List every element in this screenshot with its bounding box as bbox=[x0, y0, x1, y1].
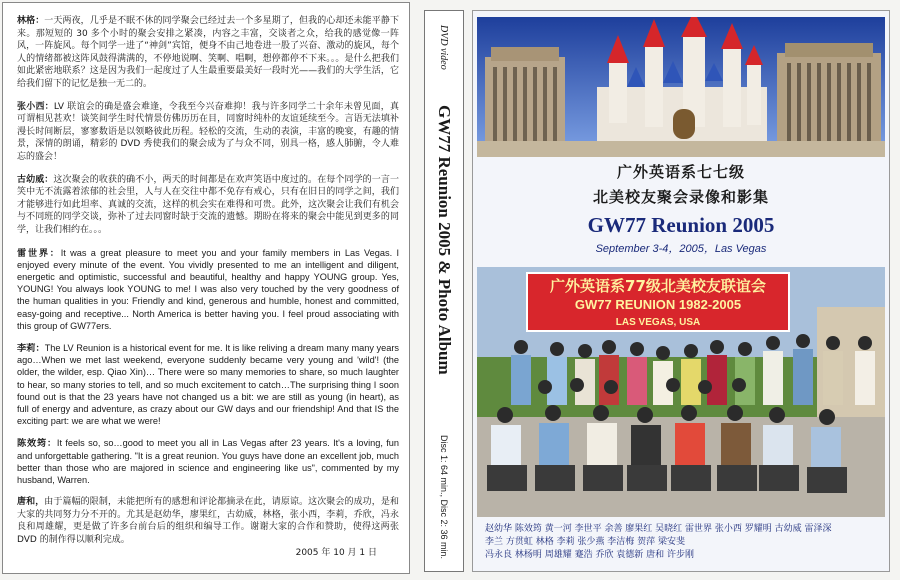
event-date-location: September 3-4，2005，Las Vegas bbox=[595, 243, 767, 255]
testimonial-chen-xiaojun: 陈效筠：It feels so, so…good to meet you all in Las Vegas after 23 years. It's a loving, fun and unforgettable gathering. "It is a great reunion. You guys have done an excellent job, much better than those who are majored in science and engineering like us", commented by my husband, Warren. bbox=[17, 438, 399, 485]
front-cover bbox=[472, 10, 890, 572]
names-line: 冯永良 林杨明 周雄耀 蹇浩 乔欣 袁德新 唐和 许步刚 bbox=[485, 550, 695, 560]
testimonial-zhang-xiaoxi: 张小西：LV 联谊会的确是盛会难逢，令我至今兴奋难抑！我与许多同学二十余年未曾见面，真可谓相见甚欢！谈笑间学生时代情景仿佛历历在目，同窗时纯朴的友谊延续至今。言语无法填补漫长时间断层，寥寥数语是以领略彼此历程。轻松的交流，生动的表演，丰富的晚宴，有趣的情景，深情的朗诵，精彩的 DVD 秀使我们的聚会成为了与众不同，别具一格，感人肺腑，令人难忘的盛会！ bbox=[17, 101, 399, 162]
testimonial-lei-shijie: 雷世界：It was a great pleasure to meet you and your family members in Las Vegas. I enjoyed every minute of the event. You vividly presented to me an intelligent and diligent, energetic and optimistic, successful and beautiful, healthy and happy YOUNG group. Yes, YOUNG! You always look YOUNG to me! I was also very touched by the very goodness of the human qualities in you: Friendly and kind, generous and humble, honest and committed, easy-going and receptive... North America is better having you. I feel proud associating with this group of GW77ers. bbox=[17, 247, 399, 331]
banner-text-english: GW77 REUNION 1982-2005 bbox=[574, 297, 742, 312]
castle-hotel-photo bbox=[477, 17, 885, 157]
names-line: 李兰 方贯虹 林格 李莉 张少燕 李洁梅 贺萍 梁安斐 bbox=[485, 537, 686, 547]
names-line: 赵幼华 陈效筠 黄一河 李世平 余善 廖果红 吴晓红 雷世界 张小西 罗耀明 古幼威 雷泽深 bbox=[485, 524, 832, 534]
cover-titles bbox=[473, 161, 889, 256]
spine-title: GW77 Reunion 2005 & Photo Album bbox=[435, 105, 454, 375]
dvd-spine bbox=[424, 10, 464, 572]
title-chinese-line2: 北美校友聚会录像和影集 bbox=[592, 188, 769, 206]
back-cover bbox=[2, 2, 410, 574]
closing-date: 2005 年 10 月 1 日 bbox=[295, 547, 377, 558]
closing-note: 唐和，由于篇幅的限制，未能把所有的感想和评论都摘录在此，请原谅。这次聚会的成功，是和大家的共同努力分不开的。尤其是赵幼华，廖果红，古幼威，林格，张小西，李莉，乔欣，冯永良和周雄耀，更是做了许多台前台后的组织和编导工作。谢谢大家的合作和赞助，使得这两张 DVD 的制作得以顺利完成。 2005 年 10 月 1 日 bbox=[17, 497, 399, 558]
testimonial-gu-youwei: 古幼威：这次聚会的收获的确不小，两天的时间都是在欢声笑语中度过的。在每个同学的一言一笑中无不流露着浓郁的社会里，人与人在交往中都不免存有戒心，只有在旧日的同学之间，我们才能够进行如此坦率、真诚的交流，这样的机会实在难得和可贵。此外，这次聚会让我们有机会与不同班的同学交谈，弥补了过去同窗时缺于交流的遗憾。期盼在将来的聚会中能见到更多的同学，让我们相约在。。。 bbox=[17, 174, 399, 235]
testimonial-li-li: 李莉：The LV Reunion is a historical event for me. It is like reliving a dream many many years ago…When we met last weekend, everyone suddenly became very young and 'wild'! (the older, the wilder, esp. Qiao Xin)… There were so many memories to share, so much laughter to hear, so many stories to tell, and so much excitement to catch…The surprising thing I soon found out is that the 23 years have not changed us a bit: we are still as young (in heart), as full of energy and adventure, as crazy about our GW days and our friendship! And that IS the exciting part: we are what we were! bbox=[17, 342, 400, 427]
banner-text-chinese: 广外英语系77级北美校友联谊会 bbox=[550, 277, 766, 295]
group-photo bbox=[477, 267, 885, 517]
title-chinese-line1: 广外英语系七七级 bbox=[616, 163, 745, 181]
title-english: GW77 Reunion 2005 bbox=[587, 213, 775, 237]
attendee-names bbox=[485, 523, 875, 562]
spine-dvd-label: DVD video bbox=[438, 25, 450, 70]
testimonial-lin-ge: 林格：一天两夜，几乎是不眠不休的同学聚会已经过去一个多星期了，但我的心却还未能平静下来。那短短的 30 多个小时的聚会安排之紧凑，内容之丰富，交谈者之众，给我的感觉像一阵风，一阵旋风。每个同学一进了“神剑”宾馆，便身不由己地卷进一股了兴奋、激动的旋风，每个人的情绪都被这阵风鼓得满满的，不停地说啊、笑啊、唱啊，想停都停不下来。。。是什么把我们如此紧密地联系？这是因为我们一起度过了人生最重要最美好一段时光——我们的大学生活，它给我们留下的记忆是独一无二的。 bbox=[17, 16, 399, 89]
spine-disc-info: Disc 1: 64 min., Disc 2: 36 min. bbox=[439, 434, 449, 559]
banner-text-location: LAS VEGAS, USA bbox=[615, 317, 701, 328]
